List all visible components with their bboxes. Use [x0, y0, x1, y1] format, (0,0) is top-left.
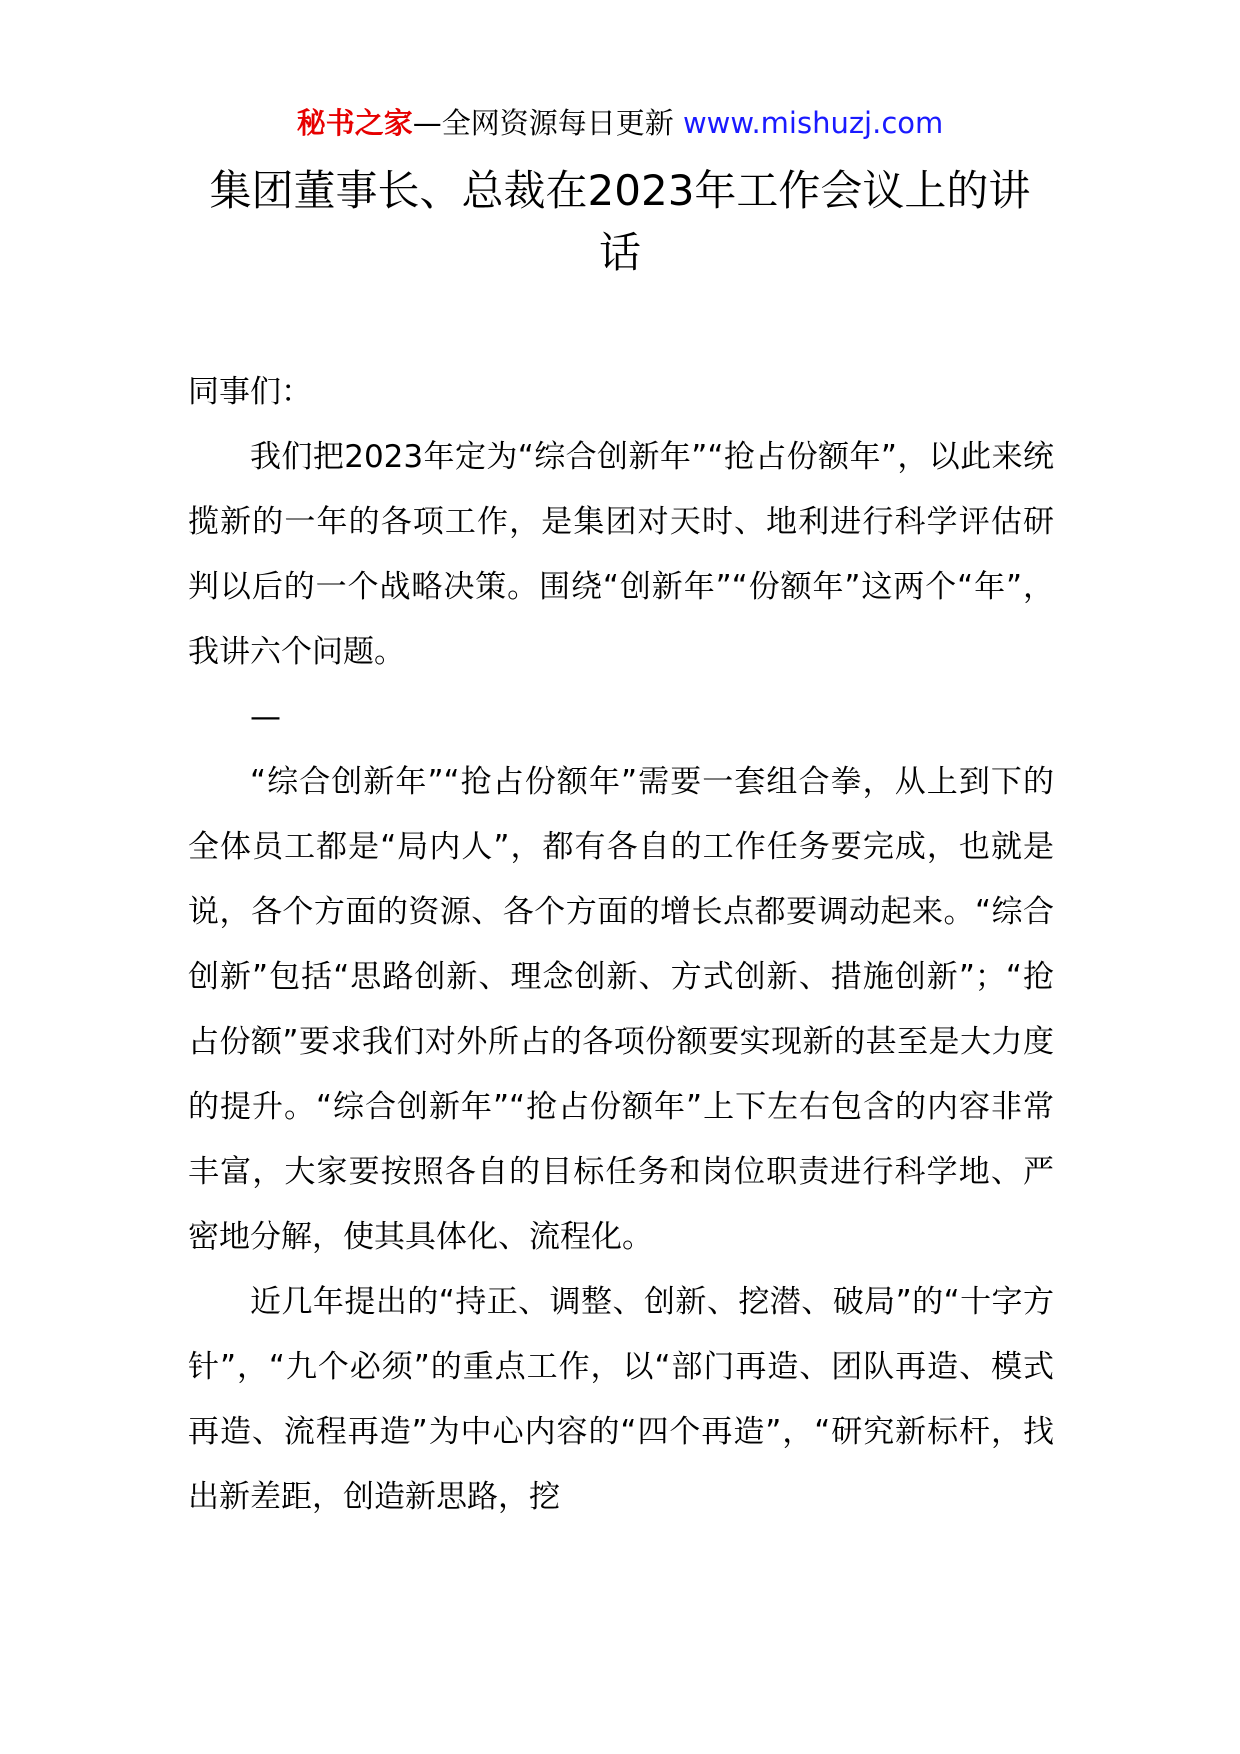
greeting: 同事们：: [188, 374, 312, 410]
section-heading: —: [250, 699, 281, 735]
paragraph: 我们把2023年定为“综合创新年”“抢占份额年”，以此来统揽新的一年的各项工作，是集团对天时、地利进行科学评估研判以后的一个战略决策。围绕“创新年”“份额年”这两个“年”，我讲六个问题。: [188, 439, 1054, 670]
site-url[interactable]: www.mishuzj.com: [682, 106, 944, 140]
paragraph: 近几年提出的“持正、调整、创新、挖潜、破局”的“十字方针”，“九个必须”的重点工作，以“部门再造、团队再造、模式再造、流程再造”为中心内容的“四个再造”，“研究新标杆，找出新差距，创造新思路，挖: [188, 1284, 1054, 1515]
document-title: 集团董事长、总裁在2023年工作会议上的讲话: [209, 166, 1031, 277]
paragraph: “综合创新年”“抢占份额年”需要一套组合拳，从上到下的全体员工都是“局内人”，都有各自的工作任务要完成，也就是说，各个方面的资源、各个方面的增长点都要调动起来。“综合创新”包括“思路创新、理念创新、方式创新、措施创新”；“抢占份额”要求我们对外所占的各项份额要实现新的甚至是大力度的提升。“综合创新年”“抢占份额年”上下左右包含的内容非常丰富，大家要按照各自的目标任务和岗位职责进行科学地、严密地分解，使其具体化、流程化。: [188, 764, 1054, 1255]
document-body: [188, 360, 1054, 1530]
site-header: [0, 103, 1240, 143]
header-tagline: —全网资源每日更新: [412, 106, 683, 140]
brand-name: 秘书之家: [296, 106, 413, 140]
